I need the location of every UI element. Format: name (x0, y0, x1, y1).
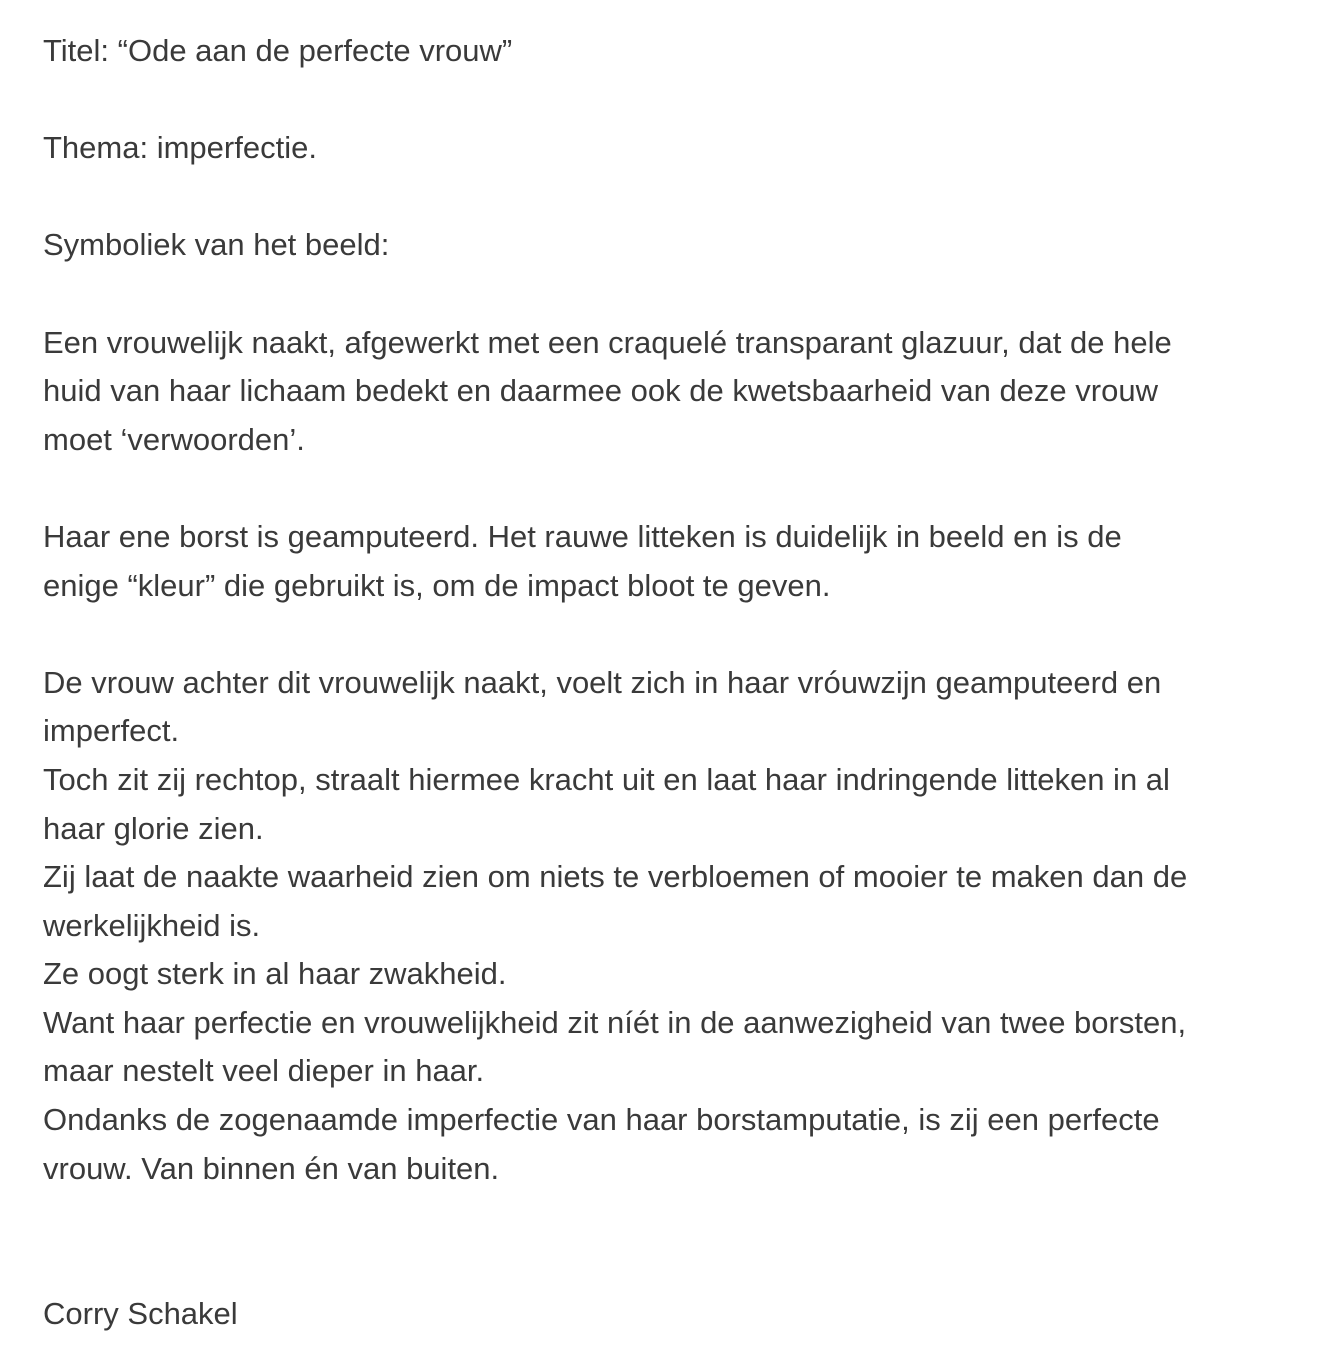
blank-line (43, 1242, 1329, 1291)
paragraph-line: Ondanks de zogenaamde imperfectie van haar borstamputatie, is zij een perfecte (43, 1102, 1160, 1138)
theme-line: Thema: imperfectie. (43, 130, 317, 166)
paragraph-line: vrouw. Van binnen én van buiten. (43, 1150, 500, 1186)
paragraph-line: Toch zit zij rechtop, straalt hiermee kracht uit en laat haar indringende litteken in al (43, 761, 1170, 797)
blank-line (43, 76, 1329, 125)
symbolism-heading: Symboliek van het beeld: (43, 227, 390, 263)
paragraph-1 (43, 319, 1329, 465)
blank-line (43, 270, 1329, 319)
paragraph-3 (43, 659, 1329, 1194)
paragraph-line: werkelijkheid is. (43, 907, 261, 943)
paragraph-line: enige “kleur” die gebruikt is, om de impact bloot te geven. (43, 567, 831, 603)
paragraph-2 (43, 513, 1329, 610)
paragraph-line: Haar ene borst is geamputeerd. Het rauwe litteken is duidelijk in beeld en is de (43, 518, 1122, 554)
paragraph-line: maar nestelt veel dieper in haar. (43, 1053, 485, 1089)
paragraph-line: moet ‘verwoorden’. (43, 421, 305, 457)
paragraph-line: Want haar perfectie en vrouwelijkheid zit níét in de aanwezigheid van twee borsten, (43, 1004, 1187, 1040)
paragraph-line: imperfect. (43, 713, 180, 749)
signature: Corry Schakel (43, 1296, 238, 1332)
blank-line (43, 464, 1329, 513)
cut-off-header (530, 0, 830, 10)
paragraph-line: Zij laat de naakte waarheid zien om niets te verbloemen of mooier te maken dan de (43, 859, 1188, 895)
paragraph-line: haar glorie zien. (43, 810, 264, 846)
paragraph-line: huid van haar lichaam bedekt en daarmee ook de kwetsbaarheid van deze vrouw (43, 373, 1158, 409)
blank-line (43, 173, 1329, 222)
blank-line (43, 610, 1329, 659)
paragraph-line: Ze oogt sterk in al haar zwakheid. (43, 956, 507, 992)
paragraph-line: De vrouw achter dit vrouwelijk naakt, voelt zich in haar vróuwzijn geamputeerd en (43, 664, 1162, 700)
title-line: Titel: “Ode aan de perfecte vrouw” (43, 33, 513, 68)
blank-line (43, 1193, 1329, 1242)
paragraph-line: Een vrouwelijk naakt, afgewerkt met een craquelé transparant glazuur, dat de hele (43, 324, 1172, 360)
note-body[interactable] (43, 27, 1329, 1339)
